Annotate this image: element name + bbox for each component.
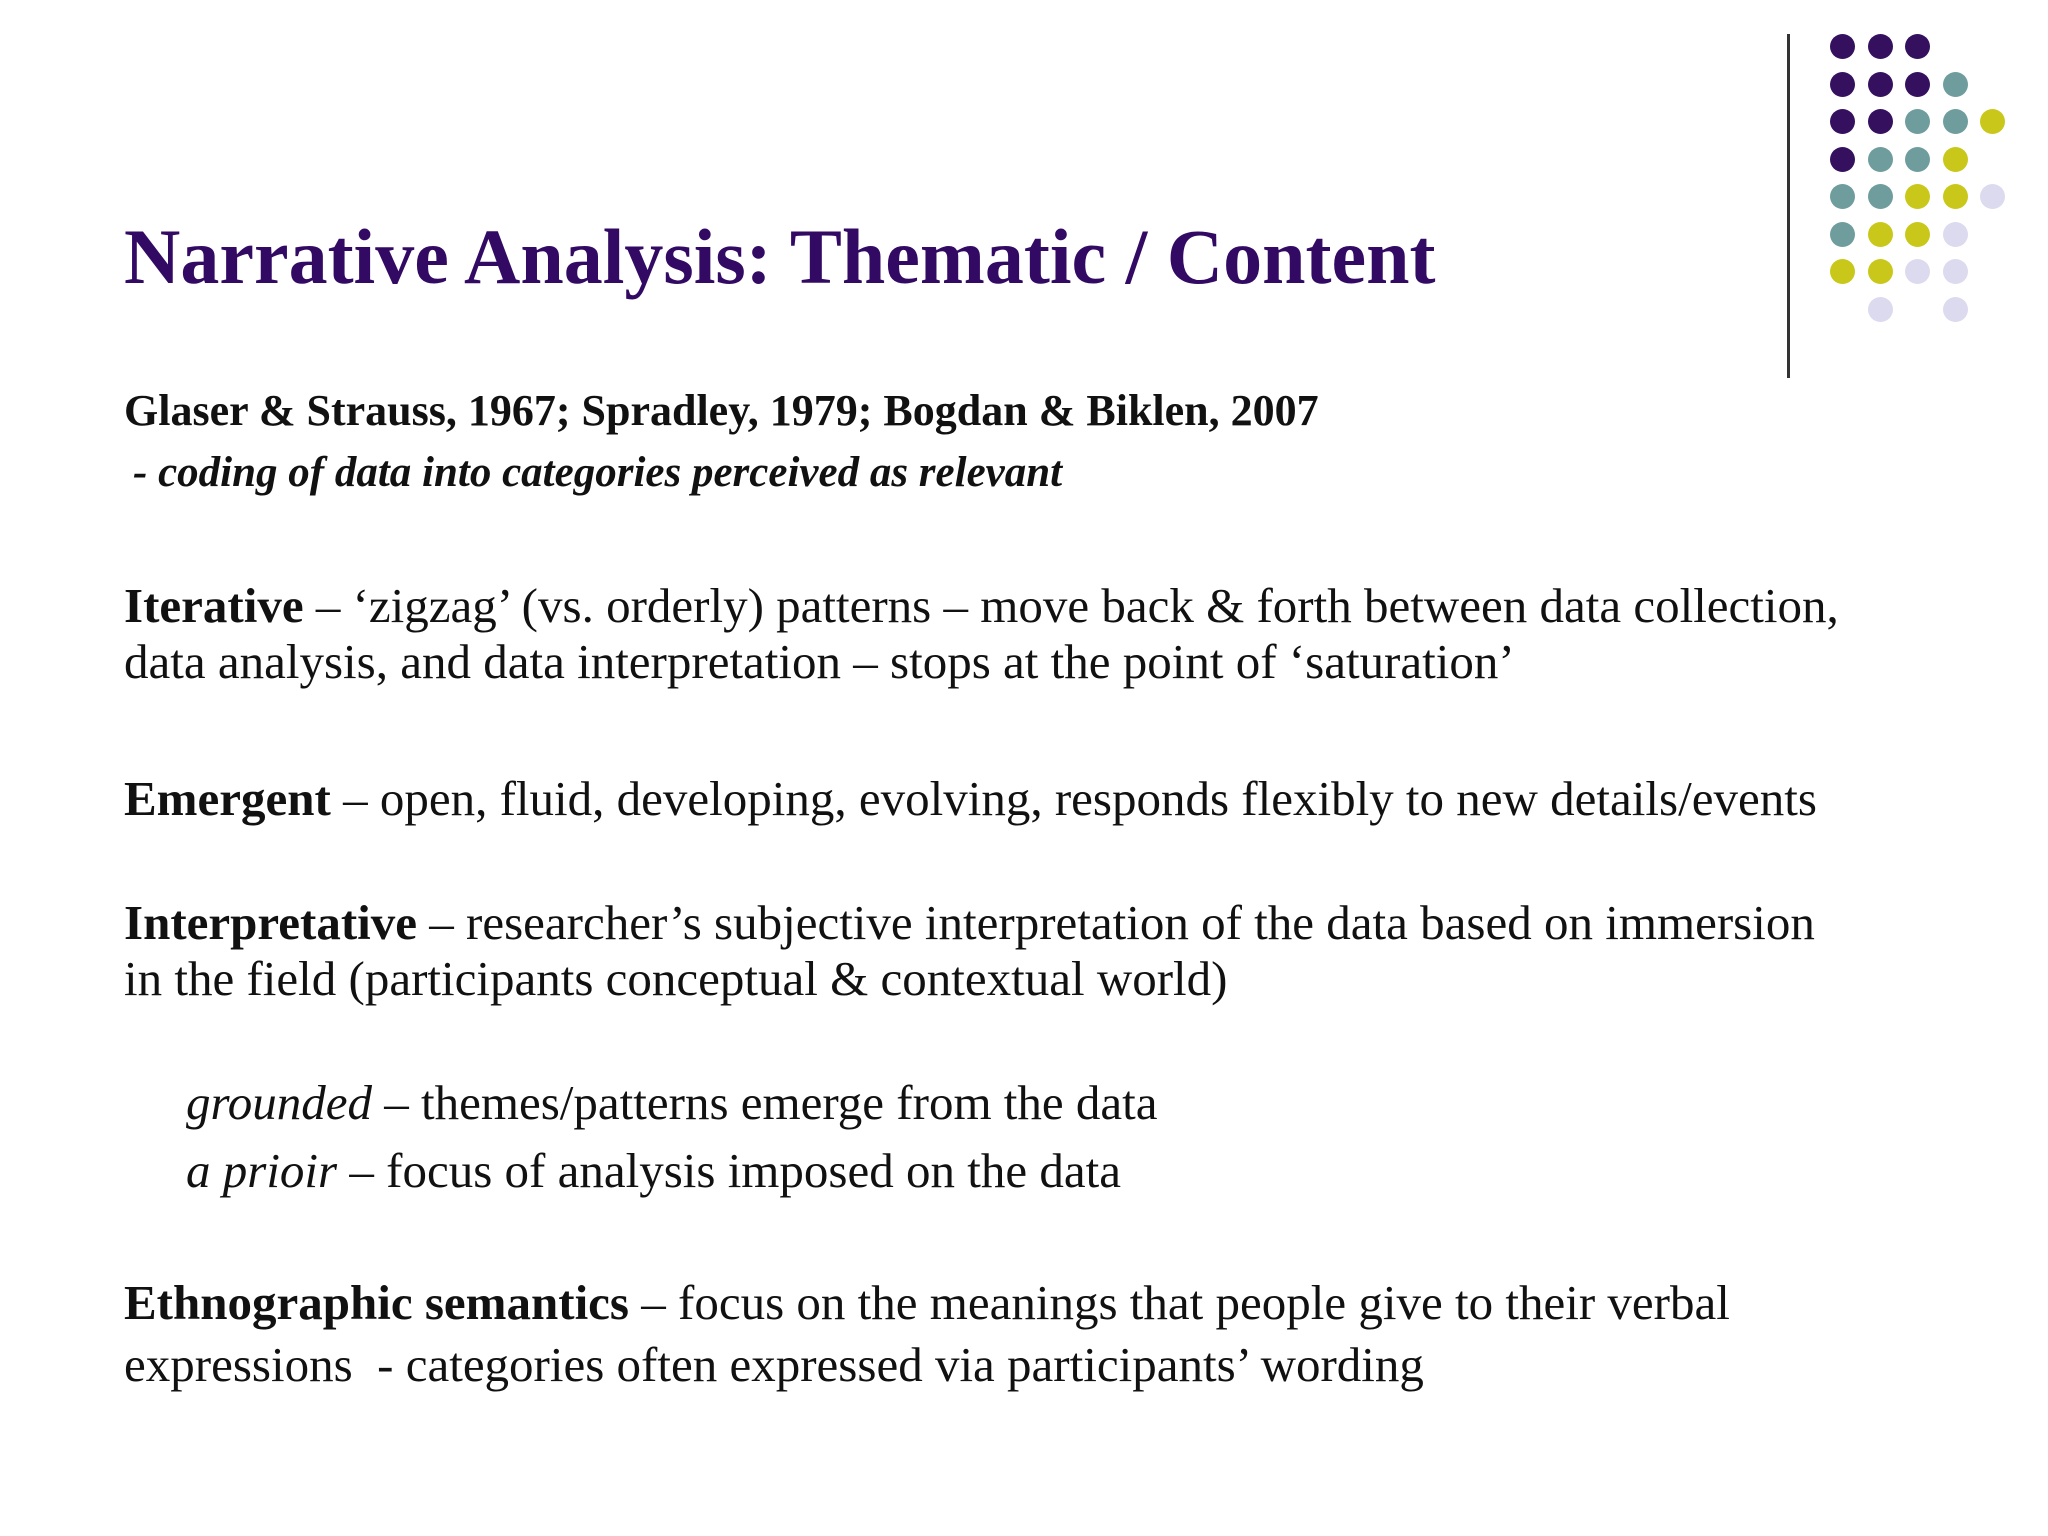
lavender-dot <box>1943 222 1968 247</box>
teal-dot <box>1830 222 1855 247</box>
yellow-dot <box>1905 184 1930 209</box>
purple-dot <box>1830 34 1855 59</box>
purple-dot <box>1830 72 1855 97</box>
purple-dot <box>1830 109 1855 134</box>
subpoint-a-prioir <box>186 1143 1121 1199</box>
yellow-dot <box>1830 259 1855 284</box>
teal-dot <box>1905 109 1930 134</box>
subpoint-term: a prioir <box>186 1143 338 1198</box>
yellow-dot <box>1943 184 1968 209</box>
lavender-dot <box>1943 297 1968 322</box>
lavender-dot <box>1943 259 1968 284</box>
references-note: - coding of data into categories perceived as relevant <box>133 449 1063 496</box>
point-term: Iterative <box>124 578 304 633</box>
point-ethnographic-semantics <box>124 1272 1730 1396</box>
point-interpretative <box>124 895 1815 1007</box>
point-line: data analysis, and data interpretation – stops at the point of ‘saturation’ <box>124 634 1515 689</box>
subpoint-text: – themes/patterns emerge from the data <box>372 1075 1158 1130</box>
point-line <box>124 895 1815 951</box>
teal-dot <box>1830 184 1855 209</box>
teal-dot <box>1905 147 1930 172</box>
teal-dot <box>1868 147 1893 172</box>
yellow-dot <box>1868 222 1893 247</box>
point-emergent <box>124 771 1817 827</box>
point-line: expressions - categories often expressed via participants’ wording <box>124 1337 1424 1392</box>
point-term: Interpretative <box>124 895 417 950</box>
purple-dot <box>1868 109 1893 134</box>
purple-dot <box>1868 34 1893 59</box>
lavender-dot <box>1868 297 1893 322</box>
purple-dot <box>1905 34 1930 59</box>
point-text: – ‘zigzag’ (vs. orderly) patterns – move back & forth between data collection, <box>303 578 1839 633</box>
purple-dot <box>1905 72 1930 97</box>
teal-dot <box>1943 72 1968 97</box>
subpoint-term: grounded <box>186 1075 372 1130</box>
subpoint-text: – focus of analysis imposed on the data <box>337 1143 1121 1198</box>
point-term: Ethnographic semantics <box>124 1275 630 1330</box>
point-term: Emergent <box>124 771 331 826</box>
lavender-dot <box>1980 184 2005 209</box>
point-text: – researcher’s subjective interpretation of the data based on immersion <box>417 895 1815 950</box>
subpoint-grounded <box>186 1075 1158 1131</box>
yellow-dot <box>1868 259 1893 284</box>
point-line <box>124 578 1839 634</box>
slide-title: Narrative Analysis: Thematic / Content <box>124 213 1436 300</box>
point-text: – open, fluid, developing, evolving, responds flexibly to new details/events <box>330 771 1817 826</box>
lavender-dot <box>1905 259 1930 284</box>
purple-dot <box>1868 72 1893 97</box>
purple-dot <box>1830 147 1855 172</box>
point-line: in the field (participants conceptual & contextual world) <box>124 951 1228 1006</box>
point-iterative <box>124 578 1839 690</box>
teal-dot <box>1943 109 1968 134</box>
point-text: – focus on the meanings that people give to their verbal <box>629 1275 1730 1330</box>
vertical-divider <box>1787 34 1790 378</box>
yellow-dot <box>1943 147 1968 172</box>
teal-dot <box>1868 184 1893 209</box>
point-line <box>124 1272 1730 1334</box>
references-line: Glaser & Strauss, 1967; Spradley, 1979; Bogdan & Biklen, 2007 <box>124 386 1319 435</box>
yellow-dot <box>1905 222 1930 247</box>
yellow-dot <box>1980 109 2005 134</box>
decorative-dot-grid <box>1830 34 2030 334</box>
point-line <box>124 771 1817 827</box>
